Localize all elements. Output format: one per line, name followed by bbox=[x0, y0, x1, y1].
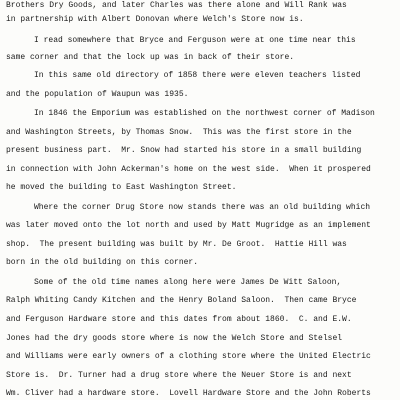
text-line: and the population of Waupun was 1935. bbox=[6, 90, 189, 99]
text-line: and Williams were early owners of a clothing store where the United Electric bbox=[6, 352, 371, 361]
text-line: he moved the building to East Washington Street. bbox=[6, 183, 237, 192]
text-line: in connection with John Ackerman's home on the west side. When it prospered bbox=[6, 165, 371, 174]
text-line: Where the corner Drug Store now stands there was an old building which bbox=[34, 203, 371, 212]
text-line: Some of the old time names along here were James De Witt Saloon, bbox=[34, 278, 342, 287]
text-line: Store is. Dr. Turner had a drug store where the Neuer Store is and next bbox=[6, 371, 352, 380]
text-line: In 1846 the Emporium was established on the northwest corner of Madison bbox=[34, 109, 375, 118]
text-line: and Ferguson Hardware store and this dates from about 1860. C. and E.W. bbox=[6, 315, 352, 324]
text-line: In this same old directory of 1858 there were eleven teachers listed bbox=[34, 71, 361, 80]
text-line: Ralph Whiting Candy Kitchen and the Henry Boland Saloon. Then came Bryce bbox=[6, 296, 357, 305]
text-line: I read somewhere that Bryce and Ferguson were at one time near this bbox=[34, 36, 356, 45]
text-line: Jones had the dry goods store where is now the Welch Store and Stelsel bbox=[6, 334, 343, 343]
text-line: and Washington Streets, by Thomas Snow. This was the first store in the bbox=[6, 128, 352, 137]
text-line: born in the old building on this corner. bbox=[6, 258, 199, 267]
text-line: in partnership with Albert Donovan where Welch's Store now is. bbox=[6, 15, 304, 24]
text-line: was later moved onto the lot north and used by Matt Mugridge as an implement bbox=[6, 221, 371, 230]
text-line: Brothers Dry Goods, and later Charles was there alone and Will Rank was bbox=[6, 1, 347, 10]
text-line: shop. The present building was built by Mr. De Groot. Hattie Hill was bbox=[6, 240, 347, 249]
text-line: present business part. Mr. Snow had started his store in a small building bbox=[6, 146, 362, 155]
text-line: same corner and that the lock up was in back of their store. bbox=[6, 53, 295, 62]
text-line: Wm. Cliver had a hardware store. Lovell Hardware Store and the John Roberts bbox=[6, 389, 371, 398]
